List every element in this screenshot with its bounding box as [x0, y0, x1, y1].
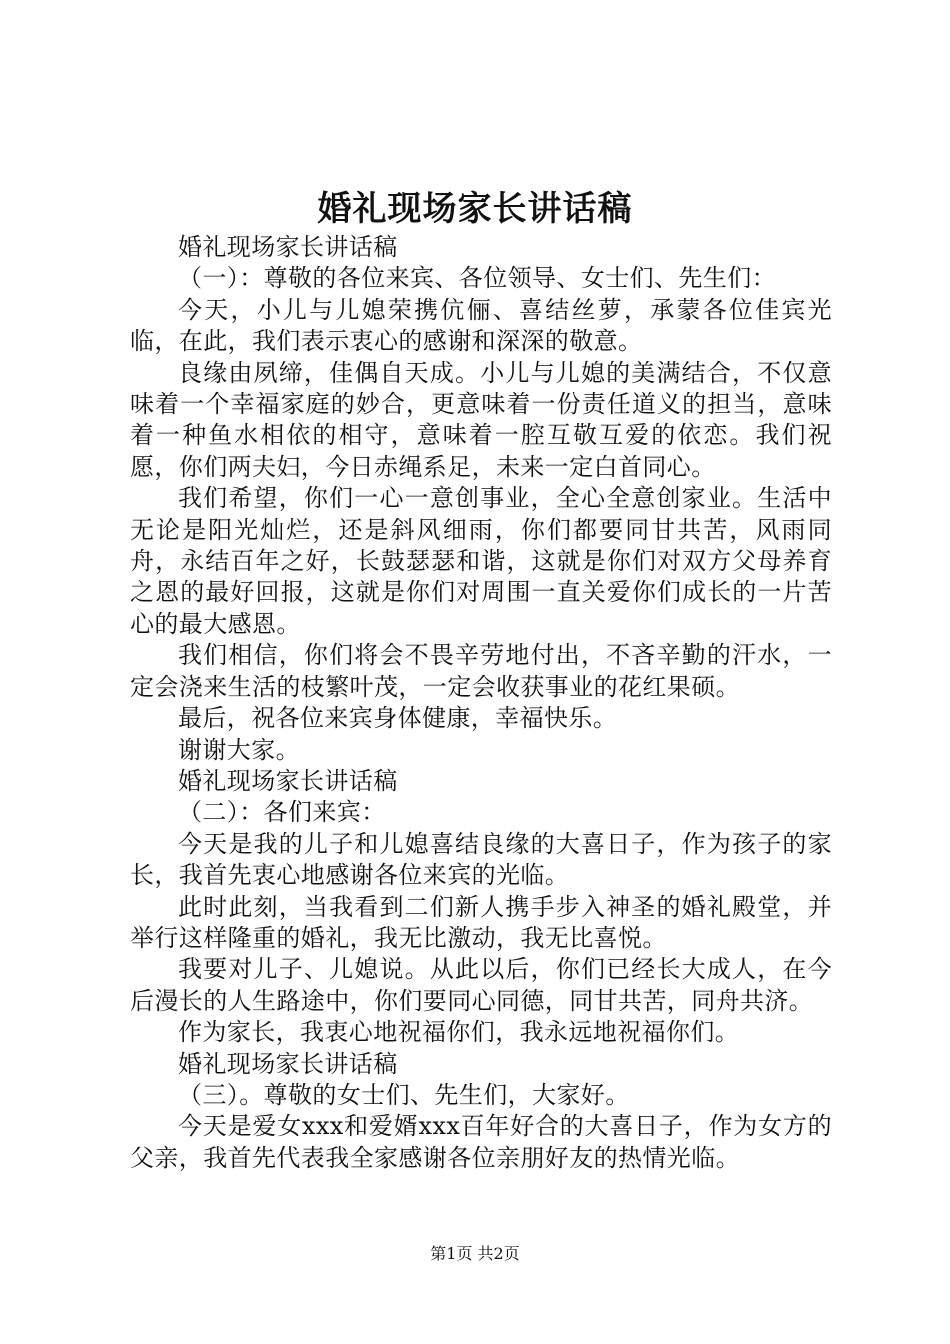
- paragraph: 作为家长，我衷心地祝福你们，我永远地祝福你们。: [178, 1018, 740, 1047]
- paragraph: 我们相信，你们将会不畏辛劳地付出，不吝辛勤的汗水，一定会浇来生活的枝繁叶茂，一定会收获事业的花红果硕。: [130, 641, 832, 701]
- paragraph: （三）。尊敬的女士们、先生们，大家好。: [178, 1080, 630, 1109]
- paragraph: 谢谢大家。: [178, 735, 300, 764]
- paragraph: 最后，祝各位来宾身体健康，幸福快乐。: [178, 704, 618, 733]
- paragraph: 我们希望，你们一心一意创事业，全心全意创家业。生活中无论是阳光灿烂，还是斜风细雨，你们都要同甘共苦，风雨同舟，永结百年之好，长鼓瑟瑟和谐，这就是你们对双方父母养育之恩的最好回报，这就是你们对周围一直关爱你们成长的一片苦心的最大感恩。: [130, 484, 832, 638]
- paragraph: 今天是爱女xxx和爱婿xxx百年好合的大喜日子，作为女方的父亲，我首先代表我全家感谢各位亲朋好友的热情光临。: [130, 1112, 832, 1172]
- paragraph: （二）：各们来宾：: [178, 798, 386, 827]
- paragraph: （一）：尊敬的各位来宾、各位领导、女士们、先生们：: [178, 264, 776, 293]
- paragraph: 此时此刻，当我看到二们新人携手步入神圣的婚礼殿堂，并举行这样隆重的婚礼，我无比激动，我无比喜悦。: [130, 892, 832, 952]
- paragraph: 我要对儿子、儿媳说。从此以后，你们已经长大成人，在今后漫长的人生路途中，你们要同心同德，同甘共苦，同舟共济。: [130, 955, 832, 1015]
- paragraph: 婚礼现场家长讲话稿: [178, 1049, 398, 1078]
- paragraph: 婚礼现场家长讲话稿: [178, 233, 398, 261]
- page-number-footer: 第1页 共2页: [430, 1244, 520, 1263]
- paragraph: 今天，小儿与儿媳荣携伉俪、喜结丝萝，承蒙各位佳宾光临，在此，我们表示衷心的感谢和深深的敬意。: [130, 295, 832, 356]
- document-body: [130, 232, 832, 1174]
- paragraph: 婚礼现场家长讲话稿: [178, 766, 398, 795]
- document-title: 婚礼现场家长讲话稿: [317, 189, 633, 229]
- paragraph: 良缘由夙缔，佳偶自天成。小儿与儿媳的美满结合，不仅意味着一个幸福家庭的妙合，更意味着一份责任道义的担当，意味着一种鱼水相依的相守，意味着一腔互敬互爱的依恋。我们祝愿，你们两夫妇，今日赤绳系足，未来一定白首同心。: [130, 358, 832, 481]
- paragraph: 今天是我的儿子和儿媳喜结良缘的大喜日子，作为孩子的家长，我首先衷心地感谢各位来宾的光临。: [130, 829, 832, 890]
